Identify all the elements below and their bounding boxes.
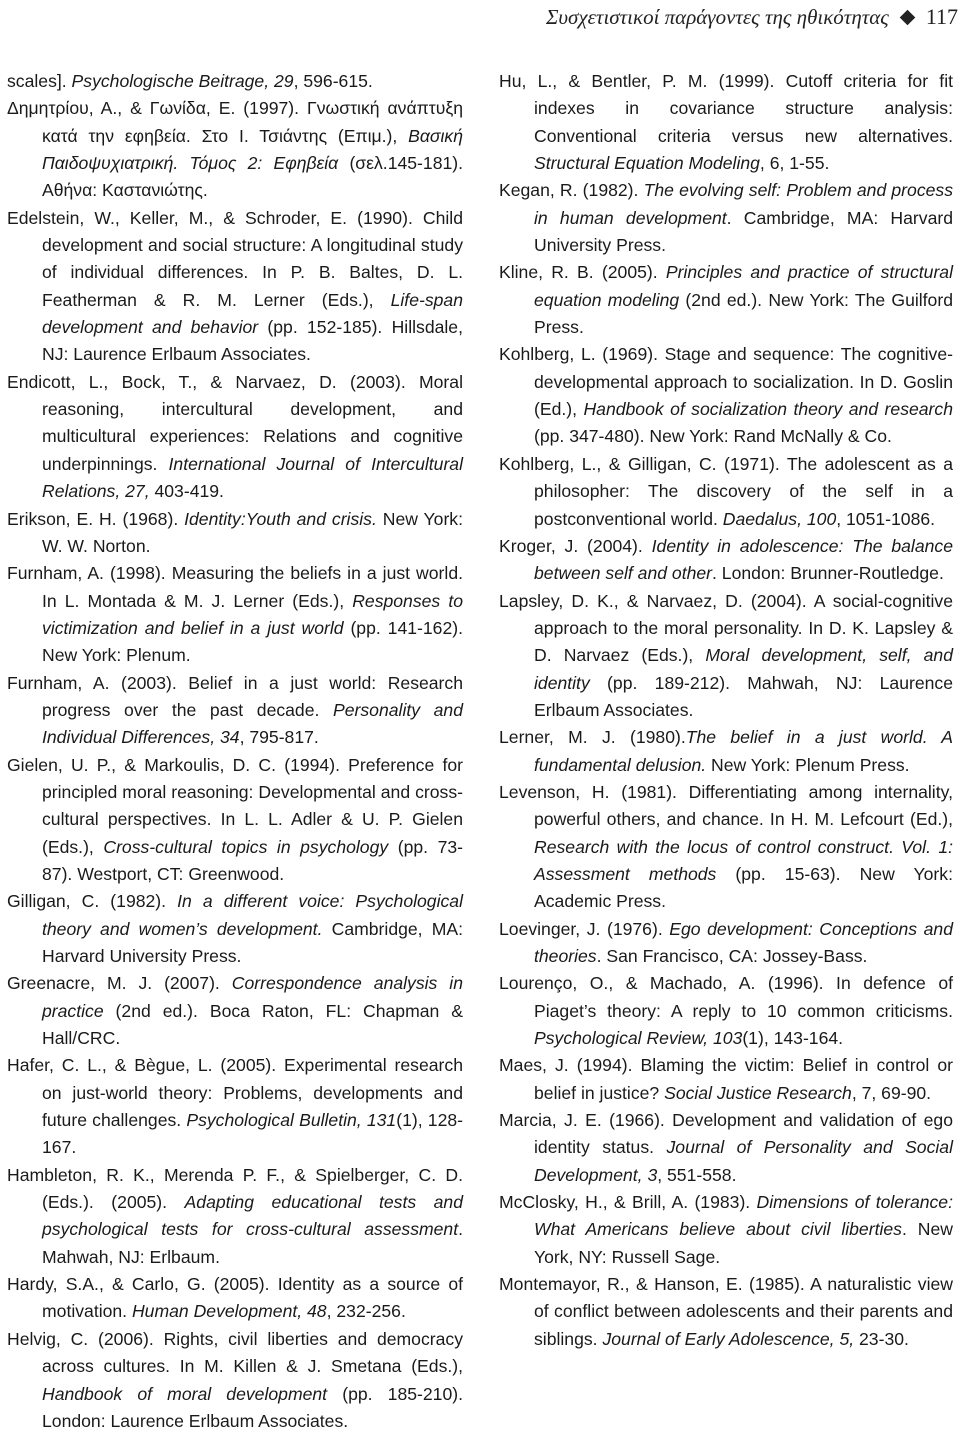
reference-text: Lapsley, D. K., & Narvaez, D. (2004). A social-cognitive approach to the moral personality. In D. K. Lapsley & D. Narvaez (Eds.), — [499, 590, 953, 666]
reference-text: Helvig, C. (2006). Rights, civil liberties and democracy across cultures. In M. Killen & J. Smetana (Eds.), — [7, 1328, 463, 1377]
reference-text: (pp. 347-480). New York: Rand McNally & Co. — [534, 426, 892, 447]
reference-text: , 596-615. — [293, 71, 373, 91]
reference-text: Gilligan, C. (1982). — [7, 891, 178, 912]
reference-entry — [499, 259, 953, 341]
reference-title: Moral development, self, and identity — [534, 645, 953, 693]
reference-text: New York: Plenum Press. — [706, 754, 910, 775]
reference-text: . Cambridge, MA: Harvard University Press. — [534, 207, 953, 256]
reference-text: Kohlberg, L. (1969). Stage and sequence: The cognitive-developmental approach to socialization. In D. Goslin (Ed.), — [499, 344, 953, 420]
reference-entry — [499, 1271, 953, 1353]
reference-entry — [499, 533, 953, 588]
references-left-column — [7, 68, 463, 1435]
reference-text: Edelstein, W., Keller, M., & Schroder, E. (1990). Child development and social structure: A longitudinal study of individual differences. In P. B. Baltes, D. L. Featherman & R. M. Lerner (Eds.), — [7, 207, 463, 310]
reference-entry — [499, 1052, 953, 1107]
reference-title: Life-span development and behavior — [42, 289, 463, 338]
reference-title: Psychological Bulletin, 131 — [186, 1110, 397, 1131]
reference-entry — [7, 1052, 463, 1161]
reference-title: Adapting educational tests and psychological tests for cross-cultural assessment — [42, 1192, 463, 1240]
reference-text: , 232-256. — [326, 1301, 406, 1322]
reference-title: Correspondence analysis in practice — [42, 973, 463, 1021]
reference-title: The belief in a just world. A fundamental delusion. — [534, 727, 953, 775]
reference-entry — [7, 1162, 463, 1271]
reference-text: (pp. 141-162). New York: Plenum. — [42, 617, 463, 666]
reference-title: Personality and Individual Differences, 34 — [42, 699, 463, 748]
reference-entry — [7, 506, 463, 561]
reference-text: Lerner, M. J. (1980). — [499, 727, 686, 748]
reference-title: International Journal of Intercultural Relations, 27, — [42, 453, 463, 502]
reference-text: McClosky, H., & Brill, A. (1983). — [499, 1192, 757, 1213]
reference-text: New York: W. W. Norton. — [42, 508, 463, 556]
reference-text: Cambridge, MA: Harvard University Press. — [42, 918, 464, 966]
reference-entry — [499, 177, 953, 259]
reference-text: . San Francisco, CA: Jossey-Bass. — [596, 946, 868, 966]
reference-title: Structural Equation Modeling — [534, 153, 760, 174]
reference-title: Human Development, 48 — [131, 1301, 327, 1322]
reference-title: Social Justice Research — [664, 1082, 852, 1103]
reference-text: , 6, 1-55. — [759, 153, 830, 174]
reference-entry — [7, 970, 463, 1052]
reference-text: Maes, J. (1994). Blaming the victim: Belief in control or belief in justice? — [499, 1055, 953, 1103]
reference-text: . London: Brunner-Routledge. — [712, 563, 944, 584]
reference-text: Kroger, J. (2004). — [499, 535, 652, 556]
reference-text: (σελ.145-181). Αθήνα: Καστανιώτης. — [42, 153, 464, 201]
reference-title: Principles and practice of structural equation modeling — [534, 262, 953, 310]
reference-text: Erikson, E. H. (1968). — [7, 508, 185, 529]
reference-title: Daedalus, 100 — [722, 508, 837, 529]
reference-text: Hafer, C. L., & Bègue, L. (2005). Experimental research on just-world theory: Problems, developments and future challenges. — [7, 1055, 463, 1131]
reference-text: (pp. 73-87). Westport, CT: Greenwood. — [42, 836, 463, 884]
reference-entry — [7, 205, 463, 369]
reference-entry — [7, 560, 463, 669]
reference-text: (pp. 15-63). New York: Academic Press. — [534, 863, 953, 912]
reference-text: (1), 128-167. — [42, 1110, 463, 1158]
reference-entry — [499, 1189, 953, 1271]
reference-title: Identity in adolescence: The balance between self and other — [534, 535, 953, 584]
reference-title: In a different voice: Psychological theory and women’s development. — [42, 891, 463, 939]
reference-entry — [7, 369, 463, 506]
reference-title: Handbook of moral development — [42, 1383, 328, 1404]
reference-entry — [7, 670, 463, 752]
reference-text: Hardy, S.A., & Carlo, G. (2005). Identity as a source of motivation. — [7, 1274, 463, 1322]
reference-entry — [499, 779, 953, 916]
reference-title: Handbook of socialization theory and research — [583, 399, 954, 420]
reference-text: Δημητρίου, Α., & Γωνίδα, Ε. (1997). Γνωστική ανάπτυξη κατά την εφηβεία. Στο Ι. Τσιάντης (Επιμ.), — [7, 98, 463, 146]
reference-text: . Mahwah, NJ: Erlbaum. — [42, 1219, 463, 1267]
reference-title: Psychological Review, 103 — [534, 1028, 743, 1049]
reference-text: . New York, NY: Russell Sage. — [534, 1219, 953, 1267]
references-right-column — [499, 68, 953, 1353]
reference-text: Levenson, H. (1981). Differentiating among internality, powerful others, and chance. In H. M. Lefcourt (Ed.), — [499, 781, 953, 830]
reference-text: Hambleton, R. K., Merenda P. F., & Spielberger, C. D. (Eds.). (2005). — [7, 1164, 463, 1213]
reference-title: Journal of Early Adolescence, 5, — [602, 1328, 855, 1349]
reference-title: Journal of Personality and Social Development, 3 — [534, 1137, 953, 1185]
reference-text: , 795-817. — [239, 727, 319, 748]
running-header — [0, 0, 960, 34]
reference-text: Kegan, R. (1982). — [499, 180, 644, 201]
reference-text: Lourenço, O., & Machado, A. (1996). In defence of Piaget’s theory: A reply to 10 common criticisms. — [499, 973, 953, 1021]
reference-text: (1), 143-164. — [742, 1028, 844, 1049]
reference-title: Dimensions of tolerance: What Americans believe about civil liberties — [534, 1192, 953, 1240]
reference-title: Identity:Youth and crisis. — [184, 508, 377, 529]
reference-text: Montemayor, R., & Hanson, E. (1985). A naturalistic view of conflict between adolescents and their parents and siblings. — [499, 1274, 953, 1349]
reference-entry — [499, 341, 953, 450]
reference-text: Furnham, A. (2003). Belief in a just world: Research progress over the past decade. — [7, 672, 463, 720]
reference-title: Βασική Παιδοψυχιατρική. Τόμος 2: Εφηβεία — [42, 125, 463, 174]
reference-entry — [499, 970, 953, 1052]
reference-title: Ego development: Conceptions and theories — [534, 918, 953, 966]
diamond-icon — [900, 9, 916, 25]
reference-entry — [7, 1271, 463, 1326]
reference-text: Kohlberg, L., & Gilligan, C. (1971). The adolescent as a philosopher: The discovery of the self in a postconventional world. — [499, 453, 953, 529]
reference-text: (2nd ed.). New York: The Guilford Press. — [534, 289, 953, 338]
reference-text: Marcia, J. E. (1966). Development and validation of ego identity status. — [499, 1110, 953, 1158]
reference-title: Cross-cultural topics in psychology — [103, 836, 389, 857]
reference-text: 403-419. — [149, 481, 224, 502]
reference-entry — [7, 1326, 463, 1435]
reference-entry — [499, 916, 953, 971]
reference-text: Gielen, U. P., & Markoulis, D. C. (1994). Preference for principled moral reasoning: Developmental and cross-cultural perspectives. In L. L. Adler & U. P. Gielen (Eds.), — [7, 754, 463, 857]
reference-text: , 7, 69-90. — [851, 1082, 932, 1103]
reference-text: Endicott, L., Bock, T., & Narvaez, D. (2003). Moral reasoning, intercultural development, and multicultural experiences: Relations and cognitive underpinnings. — [7, 371, 463, 474]
reference-text: 23-30. — [854, 1328, 909, 1349]
reference-entry — [499, 588, 953, 725]
reference-text: (2nd ed.). Boca Raton, FL: Chapman & Hall/CRC. — [42, 1000, 463, 1049]
reference-title: The evolving self: Problem and process in human development — [534, 180, 954, 228]
reference-title: Psychologische Beitrage, 29 — [71, 71, 294, 91]
reference-text: (pp. 152-185). Hillsdale, NJ: Laurence Erlbaum Associates. — [42, 317, 463, 365]
reference-title: Responses to victimization and belief in a just world — [42, 590, 463, 638]
reference-text: Furnham, A. (1998). Measuring the beliefs in a just world. In L. Montada & M. J. Lerner (Eds.), — [7, 563, 463, 611]
reference-text: Greenacre, M. J. (2007). — [7, 973, 232, 994]
reference-entry — [7, 68, 463, 95]
reference-entry — [499, 68, 953, 177]
reference-text: Hu, L., & Bentler, P. M. (1999). Cutoff criteria for fit indexes in covariance structure analysis: Conventional criteria versus new alternatives. — [499, 71, 953, 146]
reference-entry — [7, 95, 463, 204]
reference-entry — [499, 724, 953, 779]
reference-title: Research with the locus of control construct. Vol. 1: Assessment methods — [534, 836, 953, 884]
reference-entry — [499, 451, 953, 533]
reference-text: (pp. 185-210). London: Laurence Erlbaum Associates. — [42, 1383, 463, 1431]
reference-text: Kline, R. B. (2005). — [499, 262, 666, 283]
page-number: 117 — [925, 4, 958, 29]
reference-text: , 1051-1086. — [836, 508, 936, 529]
reference-entry — [7, 888, 463, 970]
reference-entry — [7, 752, 463, 889]
reference-text: , 551-558. — [657, 1164, 737, 1185]
reference-entry — [499, 1107, 953, 1189]
reference-text: scales]. — [7, 71, 72, 91]
reference-text: Loevinger, J. (1976). — [499, 918, 670, 939]
running-title: Συσχετιστικοί παράγοντες της ηθικότητας — [545, 4, 889, 29]
reference-text: (pp. 189-212). Mahwah, NJ: Laurence Erlbaum Associates. — [534, 672, 953, 720]
